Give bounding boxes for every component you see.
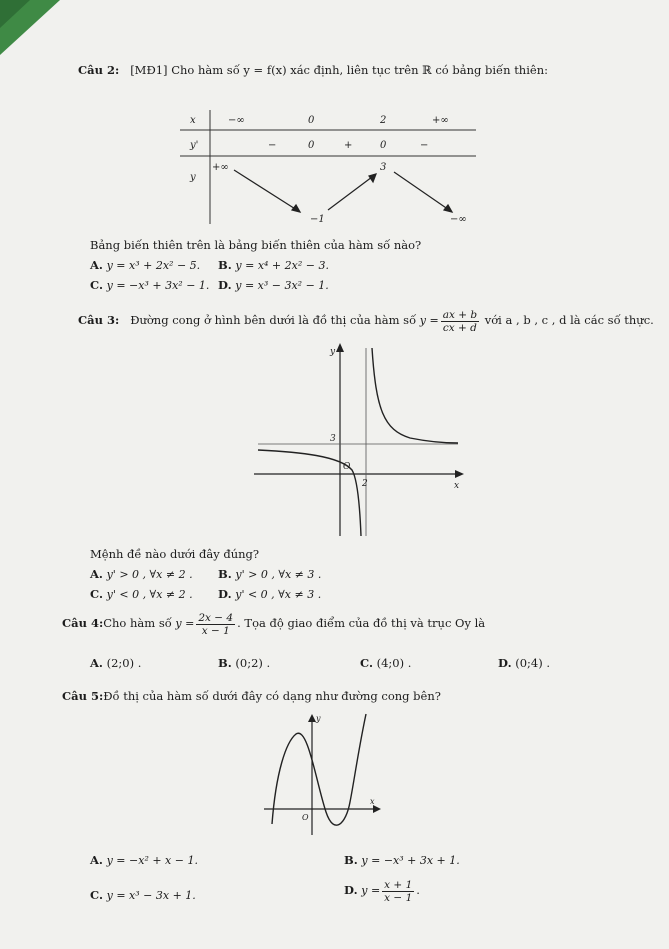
q3-text-after: với a , b , c , d là các số thực.	[484, 313, 654, 327]
q5-label: Câu 5:	[62, 689, 104, 703]
variation-table	[180, 108, 480, 228]
q3-x-label: x	[454, 481, 460, 491]
q3-option-b-text: y' > 0 , ∀x ≠ 3 .	[235, 568, 322, 581]
q5-option-d-key: D.	[344, 883, 358, 897]
q5-option-b[interactable]	[344, 853, 460, 868]
vt-y-label: y	[190, 172, 196, 183]
q5-option-d-den: x − 1	[384, 891, 413, 904]
q5-origin-label: O	[302, 813, 309, 822]
q3-option-b[interactable]	[218, 567, 321, 582]
q5-y-label: y	[316, 714, 321, 723]
q2-option-a-key: A.	[90, 258, 103, 272]
vt-x-pos-inf: +∞	[432, 115, 449, 126]
q5-option-c-text: y = x³ − 3x + 1.	[106, 889, 196, 902]
q4-label: Câu 4:	[62, 616, 104, 630]
q4-option-d-text: (0;4) .	[515, 656, 551, 670]
vt-x-2: 2	[380, 115, 387, 126]
q5-option-a-text: y = −x² + x − 1.	[106, 854, 198, 867]
q4-frac-den: x − 1	[201, 624, 230, 637]
q3-origin-label: O	[343, 462, 351, 472]
q5-option-d-num: x + 1	[384, 878, 413, 891]
q4-fraction	[196, 612, 235, 637]
q3-text-before: Đường cong ở hình bên dưới là đồ thị của hàm số	[130, 313, 417, 327]
q5-option-d-tail: .	[416, 883, 420, 897]
q3-label-3: 3	[330, 434, 336, 444]
q3-option-b-key: B.	[218, 567, 232, 581]
vt-x-0: 0	[308, 115, 315, 126]
q4-option-c-key: C.	[360, 656, 373, 670]
q2-option-a-text: y = x³ + 2x² − 5.	[106, 259, 201, 272]
q2-option-c[interactable]	[90, 278, 209, 293]
q4-text-after: . Tọa độ giao điểm của đồ thị và trục Oy là	[237, 616, 486, 630]
q2-option-c-key: C.	[90, 278, 103, 292]
q4-frac-lhs: y =	[175, 617, 195, 630]
q3-y-label: y	[330, 347, 336, 357]
q5-option-d-lhs: y =	[361, 884, 381, 897]
q3-option-d-text: y' < 0 , ∀x ≠ 3 .	[235, 588, 322, 601]
q4-option-b-key: B.	[218, 656, 232, 670]
vt-yprime-zero1: 0	[308, 140, 315, 151]
q2-option-b-key: B.	[218, 258, 232, 272]
vt-yprime-label: y'	[190, 140, 199, 151]
vt-yprime-sign3: −	[420, 140, 429, 151]
q3-prompt: Mệnh đề nào dưới đây đúng?	[90, 547, 260, 561]
q2-option-d-key: D.	[218, 278, 232, 292]
q3-option-a-text: y' > 0 , ∀x ≠ 2 .	[106, 568, 193, 581]
vt-yprime-sign2: +	[344, 140, 353, 151]
q3-frac-num: ax + b	[442, 308, 478, 321]
q3-label-2: 2	[362, 479, 368, 489]
q3-header	[78, 306, 654, 335]
q4-option-d[interactable]	[498, 656, 550, 670]
q2-header	[78, 63, 548, 77]
q3-option-d[interactable]	[218, 587, 321, 602]
q3-option-a[interactable]	[90, 567, 193, 582]
q4-header	[62, 609, 485, 638]
q2-option-b-text: y = x⁴ + 2x² − 3.	[235, 259, 329, 272]
q3-option-c-text: y' < 0 , ∀x ≠ 2 .	[106, 588, 193, 601]
q4-option-b[interactable]	[218, 656, 270, 670]
q3-fraction	[441, 309, 479, 334]
q4-text-before: Cho hàm số	[103, 616, 172, 630]
q2-option-b[interactable]	[218, 258, 329, 273]
q5-header	[62, 689, 441, 703]
q4-option-c-text: (4;0) .	[376, 656, 412, 670]
q4-option-d-key: D.	[498, 656, 512, 670]
q3-option-c[interactable]	[90, 587, 193, 602]
q5-text: Đồ thị của hàm số dưới đây có dạng như đường cong bên?	[103, 689, 441, 703]
q4-option-c[interactable]	[360, 656, 411, 670]
q5-option-b-text: y = −x³ + 3x + 1.	[361, 854, 460, 867]
q2-prompt: Bảng biến thiên trên là bảng biến thiên của hàm số nào?	[90, 238, 422, 252]
q5-option-d-fraction	[382, 879, 414, 904]
q2-label: Câu 2:	[78, 63, 120, 77]
q4-option-b-text: (0;2) .	[235, 656, 271, 670]
q5-cubic-graph	[262, 712, 382, 837]
vt-yprime-sign1: −	[268, 140, 277, 151]
q4-option-a-key: A.	[90, 656, 103, 670]
q3-option-d-key: D.	[218, 587, 232, 601]
q5-option-a[interactable]	[90, 853, 198, 868]
green-corner-decoration	[0, 0, 80, 70]
q4-frac-num: 2x − 4	[198, 611, 234, 624]
vt-y-min: −1	[310, 214, 325, 225]
q4-option-a[interactable]	[90, 656, 141, 670]
q5-option-b-key: B.	[344, 853, 358, 867]
vt-x-label: x	[190, 115, 196, 126]
q5-option-c[interactable]	[90, 888, 196, 903]
q2-option-d[interactable]	[218, 278, 329, 293]
q3-right-branch	[372, 348, 458, 443]
q3-option-a-key: A.	[90, 567, 103, 581]
q5-option-a-key: A.	[90, 853, 103, 867]
vt-y-pos-inf: +∞	[212, 162, 229, 173]
vt-y-max: 3	[380, 162, 387, 173]
q2-option-d-text: y = x³ − 3x² − 1.	[235, 279, 329, 292]
q3-frac-lhs: y =	[419, 314, 439, 327]
q5-option-c-key: C.	[90, 888, 103, 902]
q4-option-a-text: (2;0) .	[106, 656, 142, 670]
q2-option-a[interactable]	[90, 258, 200, 273]
q2-text: [MĐ1] Cho hàm số y = f(x) xác định, liên tục trên ℝ có bảng biến thiên:	[130, 63, 548, 77]
vt-yprime-zero2: 0	[380, 140, 387, 151]
q3-label: Câu 3:	[78, 313, 120, 327]
q5-option-d[interactable]	[344, 876, 420, 905]
q2-option-c-text: y = −x³ + 3x² − 1.	[106, 279, 210, 292]
q5-x-label: x	[370, 797, 375, 806]
q3-frac-den: cx + d	[442, 321, 477, 334]
vt-y-neg-inf: −∞	[450, 214, 467, 225]
q3-hyperbola-graph	[250, 340, 465, 540]
vt-x-neg-inf: −∞	[228, 115, 245, 126]
q3-option-c-key: C.	[90, 587, 103, 601]
